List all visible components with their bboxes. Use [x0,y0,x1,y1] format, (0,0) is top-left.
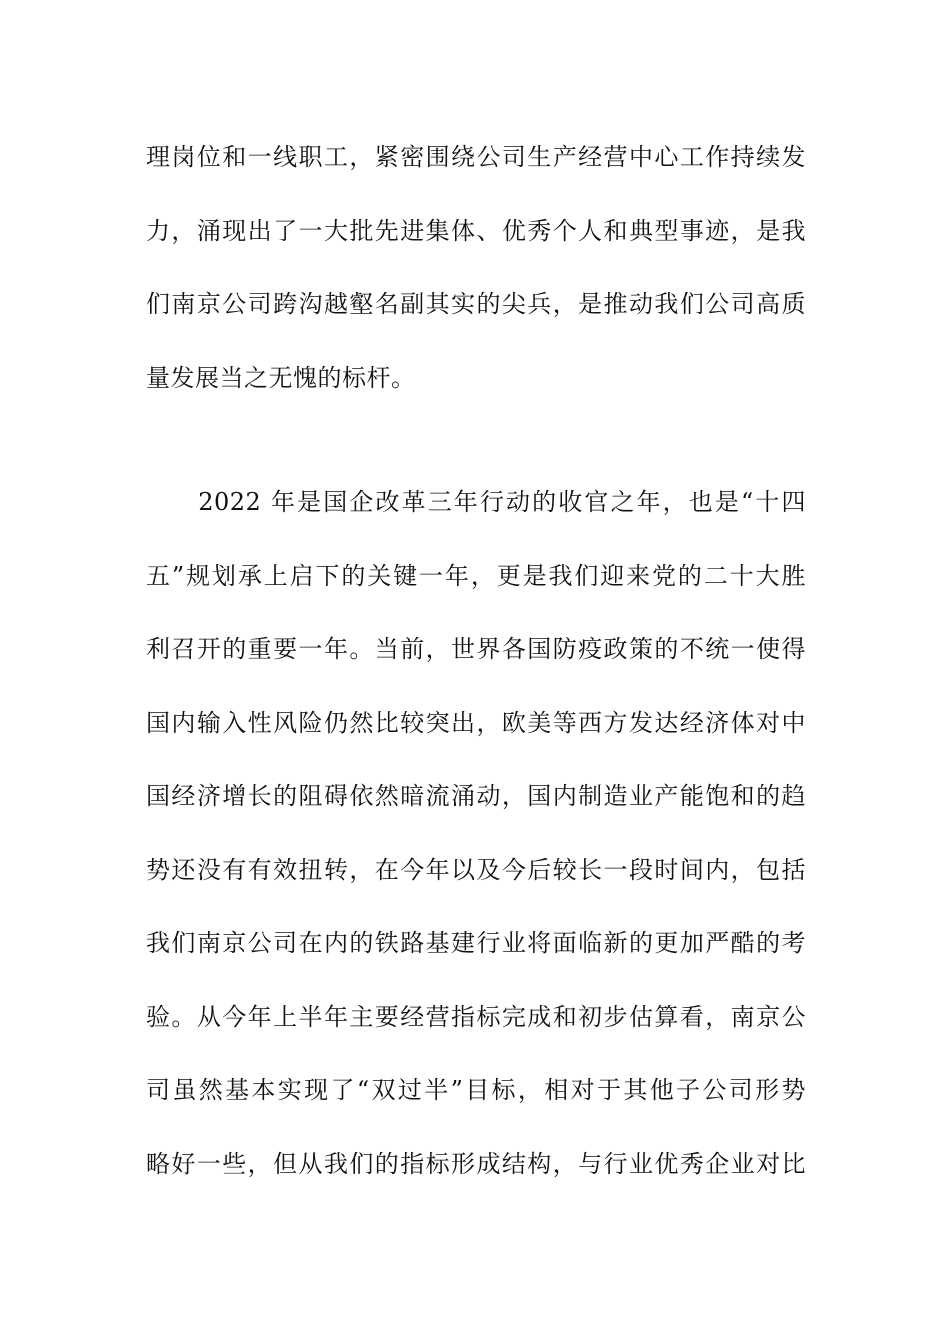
text-line: 势还没有有效扭转，在今年以及今后较长一段时间内，包括 [146,855,806,884]
text-line: 五”规划承上启下的关键一年，更是我们迎来党的二十大胜 [146,561,806,590]
text-line: 国经济增长的阻碍依然暗流涌动，国内制造业产能饱和的趋 [146,782,806,810]
text-line: 我们南京公司在内的铁路基建行业将面临新的更加严酷的考 [146,929,806,957]
text-line: 验。从今年上半年主要经营指标完成和初步估算看，南京公 [146,1002,806,1031]
text-line: 利召开的重要一年。当前，世界各国防疫政策的不统一使得 [146,635,806,663]
text-line: 理岗位和一线职工，紧密围绕公司生产经营中心工作持续发 [146,143,806,171]
paragraph-2 [146,466,806,1201]
text-line: 国内输入性风险仍然比较突出，欧美等西方发达经济体对中 [146,708,806,737]
text-line: 力，涌现出了一大批先进集体、优秀个人和典型事迹，是我 [146,216,806,245]
text-line: 量发展当之无愧的标杆。 [146,363,416,392]
paragraph-1 [146,121,806,415]
text-line: 司虽然基本实现了“双过半”目标，相对于其他子公司形势 [146,1076,806,1104]
text-line: 略好一些，但从我们的指标形成结构，与行业优秀企业对比 [146,1149,806,1178]
text-line: 2022 年是国企改革三年行动的收官之年，也是“十四 [146,488,806,516]
text-line: 们南京公司跨沟越壑名副其实的尖兵，是推动我们公司高质 [146,290,806,318]
